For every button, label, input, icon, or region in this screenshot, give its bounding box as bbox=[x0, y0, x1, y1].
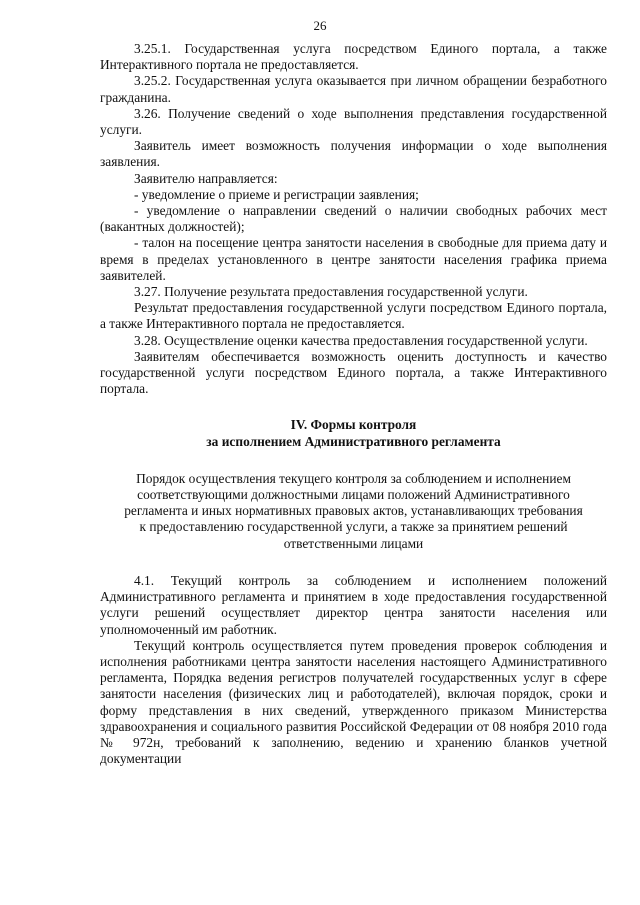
subheading-line: ответственными лицами bbox=[283, 535, 424, 551]
subheading-line: регламента и иных нормативных правовых актов, устанавливающих требования bbox=[124, 503, 583, 519]
paragraph-3-28: 3.28. Осуществление оценки качества предоставления государственной услуги. bbox=[134, 332, 588, 348]
paragraph-status-info: Заявитель имеет возможность получения информации о ходе выполнения заявления. bbox=[100, 138, 607, 170]
list-item-notice-registration: - уведомление о приеме и регистрации заявления; bbox=[134, 186, 419, 202]
paragraph-result-portal: Результат предоставления государственной услуги посредством Единого портала, а также Интерактивного портала не предоставляется. bbox=[100, 300, 607, 332]
section-body bbox=[100, 573, 607, 767]
list-item-visit-ticket: - талон на посещение центра занятости населения в свободные для приема дату и время в пределах установленного в центре занятости населения графика приема заявителей. bbox=[100, 235, 607, 283]
section-subheading bbox=[100, 471, 607, 552]
subheading-line: соответствующими должностными лицами положений Административного bbox=[137, 487, 570, 503]
page-number: 26 bbox=[313, 18, 327, 33]
document-body bbox=[100, 41, 607, 767]
paragraph-sent-to-applicant: Заявителю направляется: bbox=[134, 170, 278, 186]
paragraph-quality-assessment: Заявителям обеспечивается возможность оценить доступность и качество государственной услуги посредством Единого портала, а также Интерактивного портала. bbox=[100, 348, 607, 397]
subheading-line: Порядок осуществления текущего контроля за соблюдением и исполнением bbox=[136, 470, 571, 486]
paragraph-3-27: 3.27. Получение результата предоставления государственной услуги. bbox=[134, 284, 528, 300]
paragraph-3-26: 3.26. Получение сведений о ходе выполнения представления государственной услуги. bbox=[100, 105, 607, 138]
paragraph-3-25-2: 3.25.2. Государственная услуга оказывается при личном обращении безработного гражданина. bbox=[100, 73, 607, 105]
paragraph-4-1: 4.1. Текущий контроль за соблюдением и исполнением положений Административного регламента и принятием в ходе предоставления государственной услуги решений осуществляет директор центра занятости населения или уполномоченный им работник. bbox=[100, 572, 607, 637]
section-heading-line: за исполнением Административного регламента bbox=[206, 433, 501, 449]
subheading-line: к предоставлению государственной услуги, а также за принятием решений bbox=[139, 519, 568, 535]
section-heading-line: IV. Формы контроля bbox=[290, 417, 417, 433]
list-item-notice-vacancies: - уведомление о направлении сведений о наличии свободных рабочих мест (вакантных должностей); bbox=[100, 203, 607, 235]
paragraph-3-25-1: 3.25.1. Государственная услуга посредством Единого портала, а также Интерактивного портала не предоставляется. bbox=[100, 41, 607, 73]
section-heading bbox=[100, 417, 607, 449]
paragraph-current-control: Текущий контроль осуществляется путем проведения проверок соблюдения и исполнения работниками центра занятости населения настоящего Административного регламента, Порядка ведения регистров получателей государственных услуг в сфере занятости населения (физических лиц и работодателей), включая порядок, сроки и форму представления в них сведений, утвержденного приказом Министерства здравоохранения и социального развития Российской Федерации от 08 ноября 2010 года № 972н, требований к заполнению, ведению и хранению бланков учетной документации bbox=[100, 637, 607, 767]
